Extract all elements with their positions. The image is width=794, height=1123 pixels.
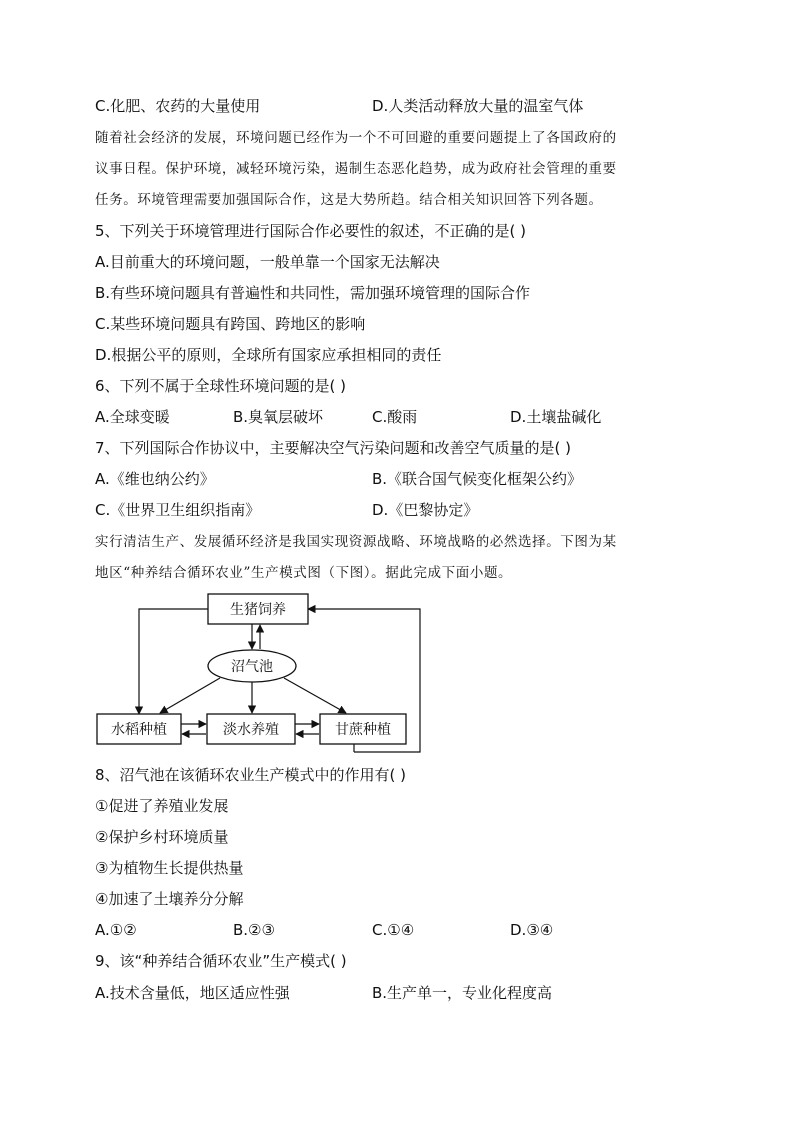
q5-option-c: C.某些环境问题具有跨国、跨地区的影响	[95, 315, 366, 333]
q4-option-d: D.人类活动释放大量的温室气体	[372, 97, 584, 115]
q8-statement-2: ②保护乡村环境质量	[95, 828, 229, 846]
intro1-line3: 任务。环境管理需要加强国际合作，这是大势所趋。结合相关知识回答下列各题。	[95, 192, 603, 208]
q6-option-a: A.全球变暖	[95, 408, 170, 426]
arrow-biogas-to-rice	[160, 678, 220, 713]
q8-option-c: C.①④	[372, 921, 415, 939]
arrow-biogas-to-cane	[284, 678, 346, 713]
q6-option-d: D.土壤盐碱化	[510, 408, 602, 426]
top-box-label: 生猪饲养	[230, 602, 286, 618]
q5-option-b: B.有些环境问题具有普遍性和共同性，需加强环境管理的国际合作	[95, 284, 531, 302]
q4-option-c: C.化肥、农药的大量使用	[95, 97, 261, 115]
q7-option-d: D.《巴黎协定》	[372, 501, 479, 519]
q5-stem: 5、下列关于环境管理进行国际合作必要性的叙述，不正确的是( )	[95, 222, 527, 240]
q6-stem: 6、下列不属于全球性环境问题的是( )	[95, 377, 347, 395]
q8-option-b: B.②③	[233, 921, 275, 939]
q8-stem: 8、沼气池在该循环农业生产模式中的作用有( )	[95, 766, 407, 784]
fish-label: 淡水养殖	[223, 722, 279, 738]
q6-option-b: B.臭氧层破坏	[233, 408, 324, 426]
q8-statement-3: ③为植物生长提供热量	[95, 859, 244, 877]
q9-stem: 9、该“种养结合循环农业”生产模式( )	[95, 952, 347, 970]
q5-option-d: D.根据公平的原则，全球所有国家应承担相同的责任	[95, 346, 442, 364]
cane-label: 甘蔗种植	[335, 722, 391, 738]
intro2-line1: 实行清洁生产、发展循环经济是我国实现资源战略、环境战略的必然选择。下图为某	[95, 534, 617, 550]
rice-label: 水稻种植	[111, 722, 167, 738]
q7-option-b: B.《联合国气候变化框架公约》	[372, 470, 583, 488]
intro1-line2: 议事日程。保护环境，减轻环境污染，遏制生态恶化趋势，成为政府社会管理的重要	[95, 161, 617, 177]
loop-left-line	[139, 609, 208, 714]
q7-option-a: A.《维也纳公约》	[95, 470, 215, 488]
q9-option-b: B.生产单一，专业化程度高	[372, 984, 553, 1002]
q8-option-a: A.①②	[95, 921, 137, 939]
intro2-line2: 地区“种养结合循环农业”生产模式图（下图）。据此完成下面小题。	[95, 565, 513, 581]
q8-statement-1: ①促进了养殖业发展	[95, 797, 229, 815]
q7-stem: 7、下列国际合作协议中，主要解决空气污染问题和改善空气质量的是( )	[95, 439, 572, 457]
q6-option-c: C.酸雨	[372, 408, 418, 426]
q7-option-c: C.《世界卫生组织指南》	[95, 501, 261, 519]
q5-option-a: A.目前重大的环境问题，一般单靠一个国家无法解决	[95, 253, 440, 271]
biogas-label: 沼气池	[231, 659, 273, 675]
intro1-line1: 随着社会经济的发展，环境问题已经作为一个不可回避的重要问题提上了各国政府的	[95, 130, 617, 146]
q9-option-a: A.技术含量低，地区适应性强	[95, 984, 290, 1002]
q8-statement-4: ④加速了土壤养分分解	[95, 890, 244, 908]
q8-option-d: D.③④	[510, 921, 554, 939]
